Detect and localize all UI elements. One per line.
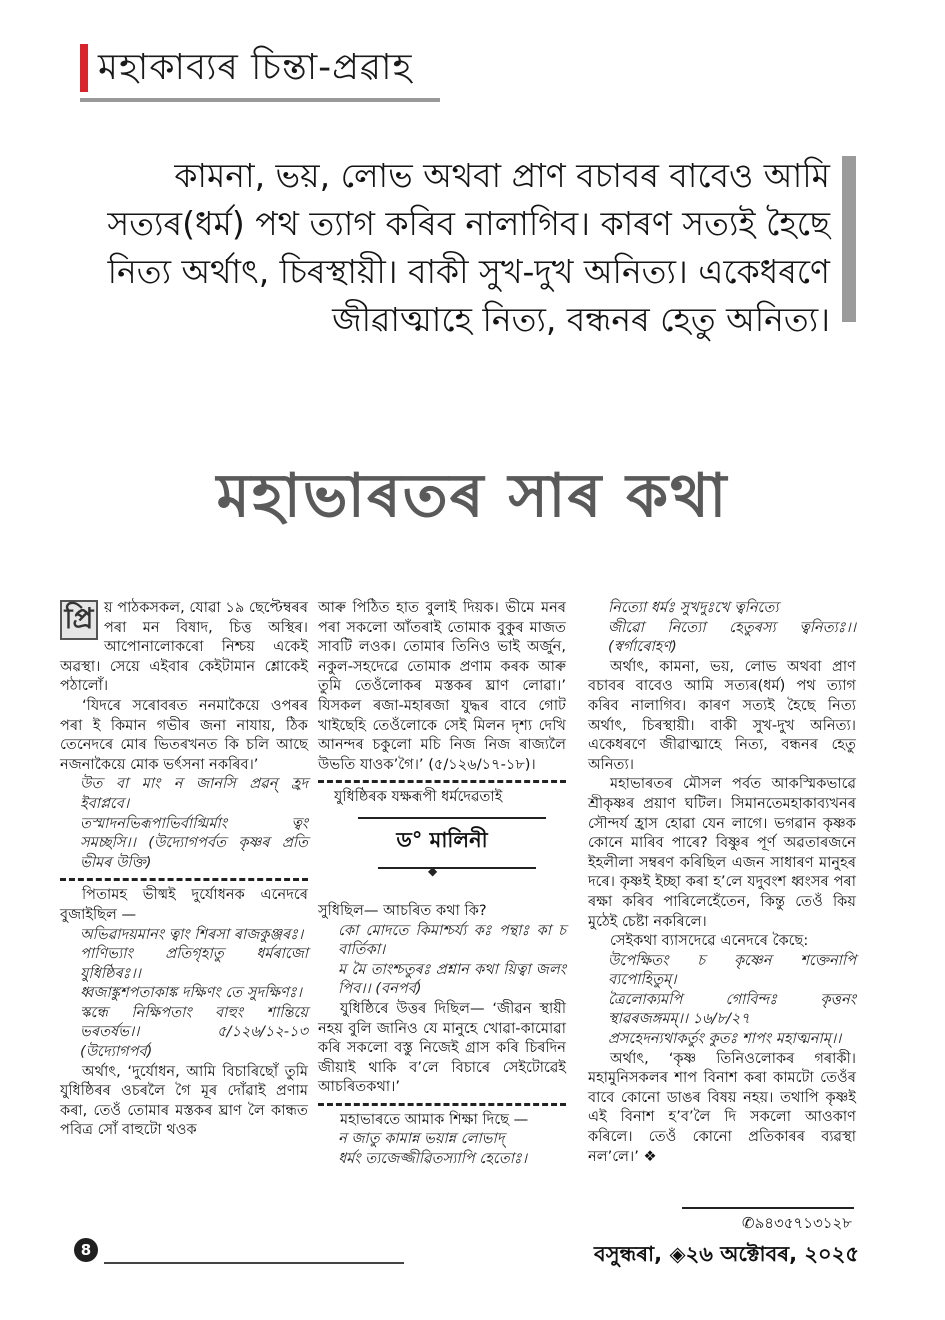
verse: উত বা মাং ন জানসি প্ৰৱন্ হ্ৰদ ইবাপ্লবে। xyxy=(80,775,308,812)
pull-quote-line: নিত্য অৰ্থাৎ, চিৰস্থায়ী। বাকী সুখ-দুখ অনিত্য। একেধৰণে xyxy=(107,252,830,291)
pull-quote-line: জীৱাত্মাহে নিত্য, বন্ধনৰ হেতু অনিত্য। xyxy=(332,300,830,339)
issue-date: ২৬ অক্টোবৰ, ২০২৫ xyxy=(685,1242,859,1266)
verse: ম মৈ তাংশ্চতুৰঃ প্ৰশ্নান কথা য়িত্বা জলং পিব।। (বনপৰ্ব) xyxy=(338,960,566,998)
paragraph: অৰ্থাৎ, কামনা, ভয়, লোভ অথবা প্ৰাণ বচাবৰ বাবেও আমি সত্যৰ(ধৰ্ম) পথ ত্যাগ কৰিব নালাগিব। কাৰণ সত্যই হৈছে নিত্য অৰ্থাৎ, চিৰস্থায়ী। বাকী সুখ-দুখ অনিত্য। একেধৰণে জীৱাত্মাহে নিত্য, বন্ধনৰ হেতু অনিত্য। xyxy=(588,657,856,773)
verse: স্কন্ধে নিক্ষিপতাং বাহুং শান্তিয়ে ভৰতৰ্ষভ।। ৫/১২৬/১২-১৩ (উদ্যোগপৰ্ব) xyxy=(80,1003,308,1061)
paragraph: মহাভাৰতে আমাক শিক্ষা দিছে — xyxy=(340,1110,529,1128)
paragraph: সেইকথা ব্যাসদেৱে এনেদৰে কৈছে: xyxy=(610,932,809,950)
author-rule xyxy=(358,817,546,819)
article-headline: মহাভাৰতৰ সাৰ কথা xyxy=(216,461,729,531)
dashed-divider xyxy=(60,878,308,881)
article-column-1 xyxy=(60,598,308,1140)
paragraph xyxy=(588,1049,856,1167)
dashed-divider xyxy=(318,780,566,783)
diamond-ornament-icon: ◆ xyxy=(428,863,438,878)
paragraph-text: অৰ্থাৎ, ‘কৃষ্ণ তিনিওলোকৰ গৰাকী। মহামুনিসকলৰ শাপ বিনাশ কৰা কামটো তেওঁৰ বাবে কোনো ডাঙৰ বিষয় নহয়। তথাপি কৃষ্ণই এই বিনাশ হ’ব’লৈ দি সকলো আওকাণ কৰিলে। তেওঁ কোনো প্ৰতিকাৰৰ ব্যৱস্থা নল’লে।’ xyxy=(588,1049,856,1165)
article-column-3 xyxy=(588,598,856,1166)
verse: অভিৱাদয়মানং ত্বাং শিৰসা ৰাজকুঞ্জৰঃ। xyxy=(80,925,304,943)
pull-quote xyxy=(100,152,830,344)
section-header xyxy=(80,40,440,100)
paragraph: সুধিছিল— আচৰিত কথা কি? xyxy=(318,901,487,919)
caption: যুধিষ্ঠিৰক যক্ষৰূপী ধৰ্মদেৱতাই xyxy=(334,788,503,806)
paragraph: অৰ্থাৎ, ‘দুৰ্যোধন, আমি বিচাৰিছোঁ তুমি যুধিষ্ঠিৰৰ ওচৰলৈ গৈ মূৰ দোঁৱাই প্ৰণাম কৰা, তেওঁ তোমাৰ মস্তকৰ ঘ্ৰাণ লৈ কান্ধত পবিত্ৰ সোঁ বাহুটো থওক xyxy=(60,1062,308,1139)
section-underline xyxy=(80,98,440,102)
verse: ত্ৰৈলোক্যমপি গোবিন্দঃ কৃত্তনং স্থাৱৰজঙ্গমম্।। ১৬/৮/২৭ xyxy=(608,990,856,1028)
verse: তস্মাদনভিৰূপাভিৰ্বাগ্মিৰ্মাং ত্বং সমচ্ছসি।। (উদ্যোগপৰ্বত কৃষ্ণৰ প্ৰতি ভীমৰ উক্তি) xyxy=(80,814,308,871)
footer-rule xyxy=(104,1262,404,1264)
verse: নিত্যো ধৰ্মঃ সুখদুঃখে ত্বনিত্যে xyxy=(608,599,779,616)
author-name: ড° মালিনী xyxy=(396,827,488,852)
dashed-divider xyxy=(318,1103,566,1106)
paragraph: ‘যিদৰে সৰোবৰত ননমাকৈয়ে ওপৰৰ পৰা ই কিমান গভীৰ জনা নাযায়, ঠিক তেনেদৰে মোৰ ভিতৰখনত কি চলি আছে নজনাকৈয়ে মোক ভৰ্ৎসনা নকৰিব।’ xyxy=(60,696,308,773)
verse: পাণিভ্যাং প্ৰতিগৃহাতু ধৰ্মৰাজো যুধিষ্ঠিৰঃ।। xyxy=(80,945,308,982)
paragraph: য় পাঠকসকল, যোৱা ১৯ ছেপ্টেম্বৰৰ পৰা মন বিষাদ, চিত্ত অস্থিৰ। আপোনালোকৰো নিশ্চয় একেই অৱস্থা। সেয়ে এইবাৰ কেইটামান শ্লোকেই পঠালোঁ। xyxy=(60,599,308,695)
verse: উপেক্ষিতং চ কৃষ্ণেন শক্তেনাপি ব্যপোহিতুম্। xyxy=(608,951,856,989)
end-mark-icon: ❖ xyxy=(643,1147,657,1165)
verse: ধ্বজাঙ্কুশপতাকাঙ্ক দক্ষিণং তে সুদক্ষিণঃ। xyxy=(80,984,302,1002)
section-title: মহাকাব্যৰ চিন্তা-প্ৰৱাহ xyxy=(98,47,413,88)
author-rule xyxy=(378,867,536,869)
paragraph: যুধিষ্ঠিৰে উত্তৰ দিছিল— ‘জীৱন স্থায়ী নহয় বুলি জানিও যে মানুহে খোৱা-কামোৱা কৰি সকলো বস্তু নিজেই গ্ৰাস কৰি চিৰদিন জীয়াই থাকি ব’লে বিচাৰে সেইটোৱেই আচৰিতকথা।’ xyxy=(318,999,566,1096)
magazine-name: বসুন্ধৰা, xyxy=(594,1242,663,1266)
verse: প্ৰসহেদন্যথাকৰ্তুং কুতঃ শাপং মহাত্মনাম্।। xyxy=(608,1030,842,1048)
verse: কো মোদতে কিমাশ্চৰ্য্য কঃ পন্থাঃ কা চ বাৰ্তিকা। xyxy=(338,921,566,959)
footer-masthead xyxy=(594,1238,859,1273)
diamond-symbol-icon: ◈ xyxy=(669,1242,686,1266)
page-number: 8 xyxy=(74,1238,98,1262)
paragraph: মহাভাৰতৰ মৌসল পৰ্বত আকস্মিকভাৱে শ্ৰীকৃষ্ণৰ প্ৰয়াণ ঘটিল। সিমানতেমহাকাব্যখনৰ সৌন্দৰ্য হ্ৰাস হোৱা যেন লাগে। ভগৱান কৃষ্ণক কোনে মাৰিব পাৰে? বিষ্ণুৰ পূৰ্ণ অৱতাৰজনে ইহলীলা সম্বৰণ কৰিছিল এজন সাধাৰণ মানুহৰ দৰে। কৃষ্ণই ইচ্ছা কৰা হ’লে যদুবংশ ধ্বংসৰ পৰা ৰক্ষা কৰিব পাৰিলেহেঁতেন, কিন্তু তেওঁ কিয় মুঠেই চেষ্টা নকৰিলে। xyxy=(588,775,856,930)
pull-quote-bar xyxy=(842,156,856,322)
pull-quote-line: সত্যৰ(ধৰ্ম) পথ ত্যাগ কৰিব নালাগিব। কাৰণ সত্যই হৈছে xyxy=(107,204,830,243)
verse: জীৱো নিত্যো হেতুৰস্য ত্বনিত্যঃ।। (স্বৰ্গাৰোহণ) xyxy=(608,618,856,656)
drop-cap: প্ৰি xyxy=(60,600,98,640)
section-accent-bar xyxy=(80,44,88,92)
pull-quote-line: কামনা, ভয়, লোভ অথবা প্ৰাণ বচাবৰ বাবেও আমি xyxy=(174,156,830,195)
contact-rule xyxy=(682,1207,854,1209)
article-column-2 xyxy=(318,598,566,1169)
author-phone: ✆৯৪৩৫৭১৩১২৮ xyxy=(742,1214,852,1232)
paragraph: পিতামহ ভীষ্মই দুৰ্যোধনক এনেদৰে বুজাইছিল — xyxy=(60,886,308,923)
verse: ধৰ্মং ত্যজেজ্জীৱিতস্যাপি হেতোঃ। xyxy=(338,1150,527,1168)
verse: ন জাতু কামান্ন ভয়ান্ন লোভাদ্ xyxy=(338,1130,505,1148)
paragraph: আৰু পিঠিত হাত বুলাই দিয়ক। ভীমে মনৰ পৰা সকলো আঁতৰাই তোমাক বুকুৰ মাজত সাবটি লওক। তোমাৰ তিনিও ভাই অৰ্জুন, নকুল-সহদেৱে তোমাক প্ৰণাম কৰক আৰু তুমি তেওঁলোকৰ মস্তকৰ ঘ্ৰাণ লোৱা।’ যিসকল ৰজা-মহাৰজা যুদ্ধৰ বাবে গোট খাইছেহি তেওঁলোকে সেই মিলন দৃশ্য দেখি আনন্দৰ চকুলো মচি নিজ নিজ ৰাজ্যলৈ উভতি যাওক’গৈ।’ (৫/১২৬/১৭-১৮)। xyxy=(318,599,566,773)
author-box xyxy=(318,817,566,897)
